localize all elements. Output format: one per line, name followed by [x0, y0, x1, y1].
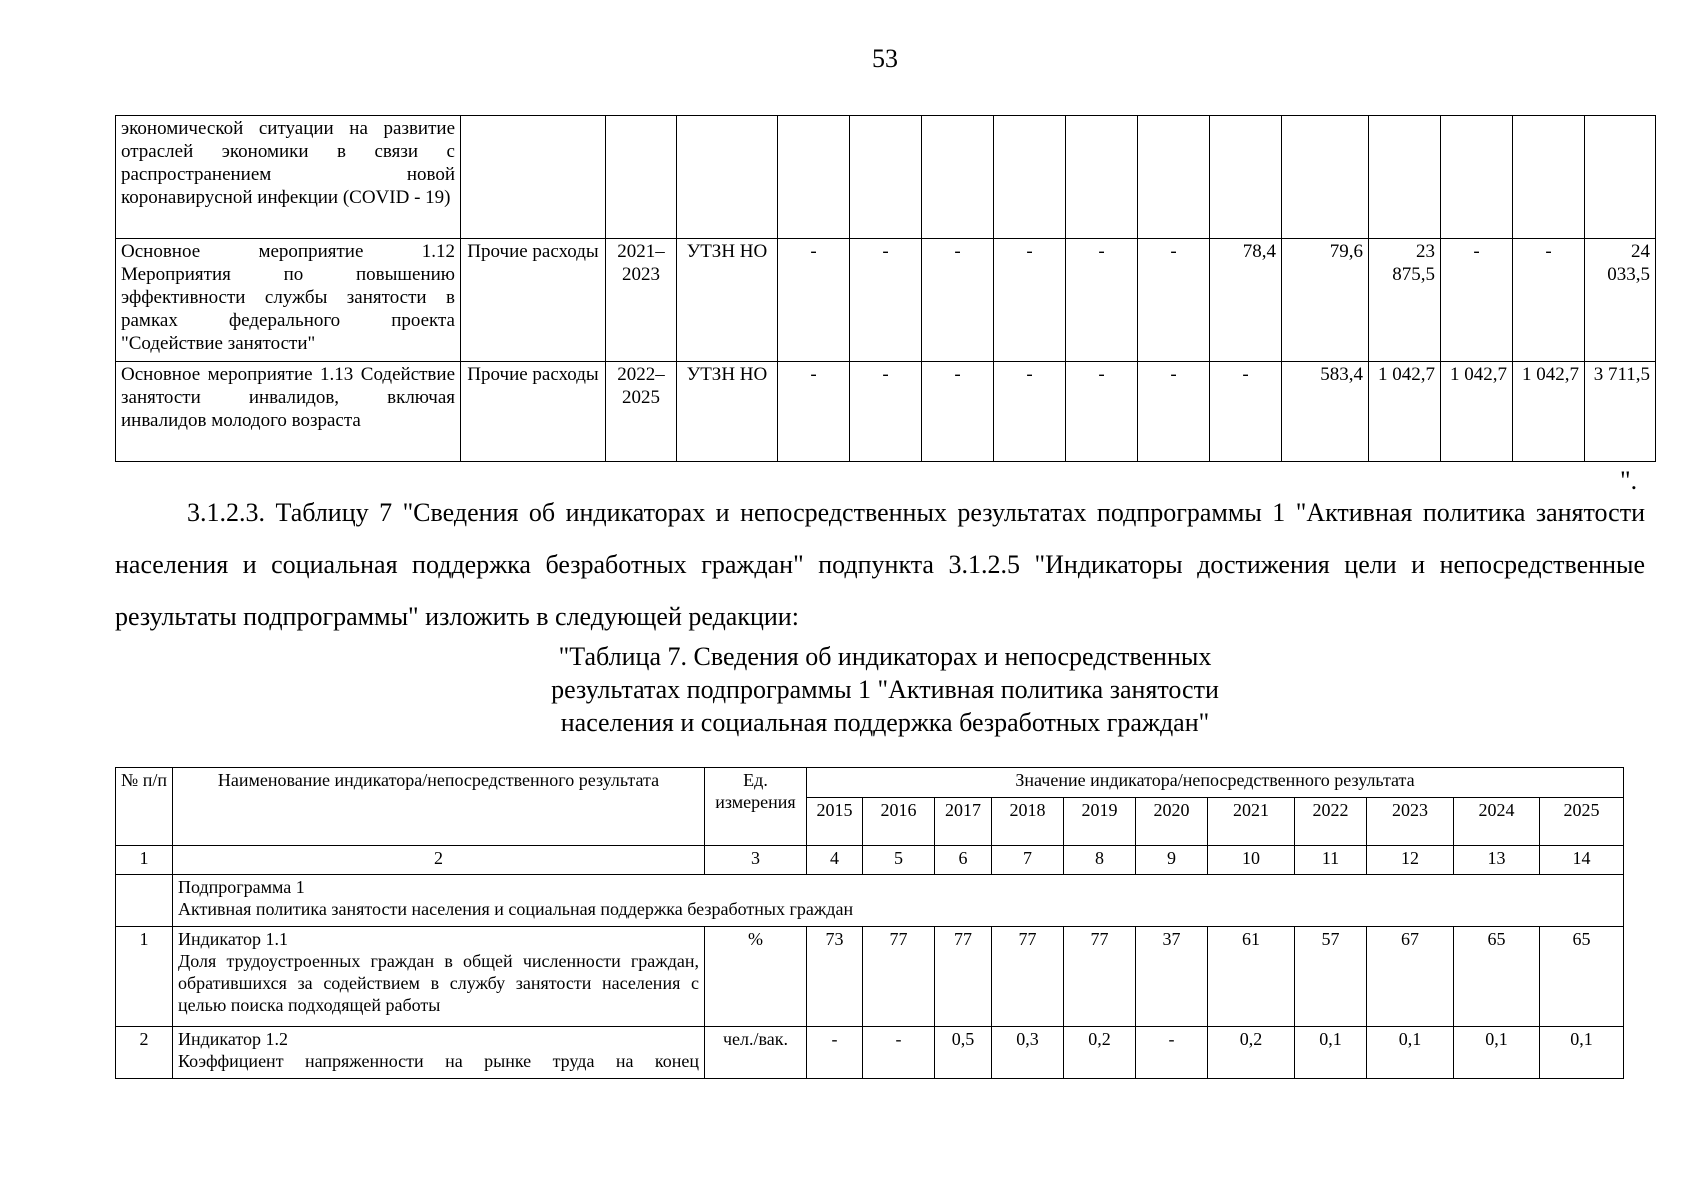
expense-type: Прочие расходы: [461, 239, 606, 362]
col-number: 4: [807, 846, 863, 875]
caption-line: населения и социальная поддержка безработных граждан": [560, 708, 1210, 737]
period: 2022–2025: [606, 362, 677, 462]
value-cell: 78,4: [1210, 239, 1282, 362]
value-cell: -: [863, 1027, 935, 1079]
header-value-group: Значение индикатора/непосредственного результата: [807, 768, 1624, 798]
value-cell: 3 711,5: [1585, 362, 1656, 462]
amendment-paragraph: [115, 487, 1645, 643]
period: 2021–2023: [606, 239, 677, 362]
col-number: 14: [1540, 846, 1624, 875]
value-cell: 79,6: [1282, 239, 1369, 362]
value-cell: 1 042,7: [1513, 362, 1585, 462]
col-number: 9: [1136, 846, 1208, 875]
indicators-table: [115, 767, 1624, 1079]
col-number: 2: [173, 846, 705, 875]
indicator-title: Индикатор 1.2: [178, 1029, 289, 1049]
subprogram-title: Подпрограмма 1: [178, 877, 305, 897]
row-num: 2: [116, 1027, 173, 1079]
expenses-table: [115, 115, 1656, 462]
table-row: [116, 239, 1656, 362]
value-cell: 1 042,7: [1369, 362, 1441, 462]
value-cell: -: [994, 239, 1066, 362]
unit: чел./вак.: [705, 1027, 807, 1079]
value-cell: -: [1210, 362, 1282, 462]
value-cell: -: [850, 362, 922, 462]
year-header: 2015: [807, 798, 863, 846]
value-cell: 73: [807, 927, 863, 1027]
header-num: № п/п: [116, 768, 173, 846]
value-cell: 77: [935, 927, 992, 1027]
value-cell: 61: [1208, 927, 1295, 1027]
indicator-cell: [173, 1027, 705, 1079]
value-cell: 65: [1454, 927, 1540, 1027]
value-cell: 77: [992, 927, 1064, 1027]
value-cell: -: [994, 362, 1066, 462]
caption-line: результатах подпрограммы 1 "Активная политика занятости: [551, 675, 1219, 704]
table7-caption: [0, 640, 1697, 739]
table-row: [116, 1027, 1624, 1079]
value-cell: 0,1: [1295, 1027, 1367, 1079]
value-cell: 583,4: [1282, 362, 1369, 462]
value-cell: 77: [1064, 927, 1136, 1027]
table-row: [116, 362, 1656, 462]
value-cell: 67: [1367, 927, 1454, 1027]
year-header: 2025: [1540, 798, 1624, 846]
value-cell: -: [850, 239, 922, 362]
col-number: 3: [705, 846, 807, 875]
value-cell: -: [807, 1027, 863, 1079]
value-cell: 0,5: [935, 1027, 992, 1079]
col-number: 7: [992, 846, 1064, 875]
col-number: 10: [1208, 846, 1295, 875]
table-row: [116, 927, 1624, 1027]
closing-quote: ".: [1620, 466, 1638, 495]
year-header: 2024: [1454, 798, 1540, 846]
value-cell: 65: [1540, 927, 1624, 1027]
value-cell: -: [1066, 239, 1138, 362]
subprogram-row: [116, 875, 1624, 927]
col-number: 6: [935, 846, 992, 875]
value-cell: 23 875,5: [1369, 239, 1441, 362]
value-cell: 57: [1295, 927, 1367, 1027]
col-number: 8: [1064, 846, 1136, 875]
row-num: 1: [116, 927, 173, 1027]
header-unit: Ед. измерения: [705, 768, 807, 846]
caption-line: "Таблица 7. Сведения об индикаторах и непосредственных: [558, 642, 1212, 671]
expense-type: Прочие расходы: [461, 362, 606, 462]
org: УТЗН НО: [677, 239, 778, 362]
value-cell: -: [778, 239, 850, 362]
value-cell: 24 033,5: [1585, 239, 1656, 362]
org: УТЗН НО: [677, 362, 778, 462]
year-header: 2016: [863, 798, 935, 846]
indicator-desc: Коэффициент напряженности на рынке труда на конец: [178, 1051, 699, 1071]
value-cell: 0,1: [1454, 1027, 1540, 1079]
value-cell: -: [1513, 239, 1585, 362]
value-cell: -: [1066, 362, 1138, 462]
year-header: 2018: [992, 798, 1064, 846]
value-cell: -: [922, 239, 994, 362]
page-number: 53: [872, 44, 898, 73]
year-header: 2023: [1367, 798, 1454, 846]
col-number: 12: [1367, 846, 1454, 875]
event-name: Основное мероприятие 1.13 Содействие занятости инвалидов, включая инвалидов молодого возраста: [116, 362, 461, 462]
col-number: 1: [116, 846, 173, 875]
event-name: Основное мероприятие 1.12 Мероприятия по повышению эффективности службы занятости в рамках федерального проекта "Содействие занятости": [116, 239, 461, 362]
value-cell: 0,3: [992, 1027, 1064, 1079]
indicator-desc: Доля трудоустроенных граждан в общей численности граждан, обратившихся за содействием в службу занятости населения с целью поиска подходящей работы: [178, 951, 699, 1015]
value-cell: 37: [1136, 927, 1208, 1027]
col-number: 5: [863, 846, 935, 875]
year-header: 2021: [1208, 798, 1295, 846]
subprogram-cell: [173, 875, 1624, 927]
column-numbers-row: [116, 846, 1624, 875]
event-name: экономической ситуации на развитие отраслей экономики в связи с распространением новой коронавирусной инфекции (COVID - 19): [116, 116, 461, 239]
year-header: 2022: [1295, 798, 1367, 846]
indicator-cell: [173, 927, 705, 1027]
header-row: [116, 768, 1624, 798]
value-cell: 77: [863, 927, 935, 1027]
value-cell: 0,1: [1540, 1027, 1624, 1079]
header-name: Наименование индикатора/непосредственного результата: [173, 768, 705, 846]
value-cell: 0,1: [1367, 1027, 1454, 1079]
table-row: [116, 116, 1656, 239]
value-cell: -: [1441, 239, 1513, 362]
value-cell: 1 042,7: [1441, 362, 1513, 462]
paragraph-text: 3.1.2.3. Таблицу 7 "Сведения об индикаторах и непосредственных результатах подпрограммы 1 "Активная политика занятости населения и социальная поддержка безработных граждан" подпункта 3.1.2.5 "Индикаторы достижения цели и непосредственные результаты подпрограммы" изложить в следующей редакции:: [115, 498, 1645, 631]
value-cell: -: [1138, 239, 1210, 362]
value-cell: 0,2: [1208, 1027, 1295, 1079]
value-cell: -: [778, 362, 850, 462]
year-header: 2019: [1064, 798, 1136, 846]
value-cell: -: [1138, 362, 1210, 462]
col-number: 13: [1454, 846, 1540, 875]
value-cell: -: [1136, 1027, 1208, 1079]
year-header: 2017: [935, 798, 992, 846]
subprogram-name: Активная политика занятости населения и социальная поддержка безработных граждан: [178, 899, 854, 919]
col-number: 11: [1295, 846, 1367, 875]
year-header: 2020: [1136, 798, 1208, 846]
value-cell: -: [922, 362, 994, 462]
indicator-title: Индикатор 1.1: [178, 929, 289, 949]
value-cell: 0,2: [1064, 1027, 1136, 1079]
unit: %: [705, 927, 807, 1027]
